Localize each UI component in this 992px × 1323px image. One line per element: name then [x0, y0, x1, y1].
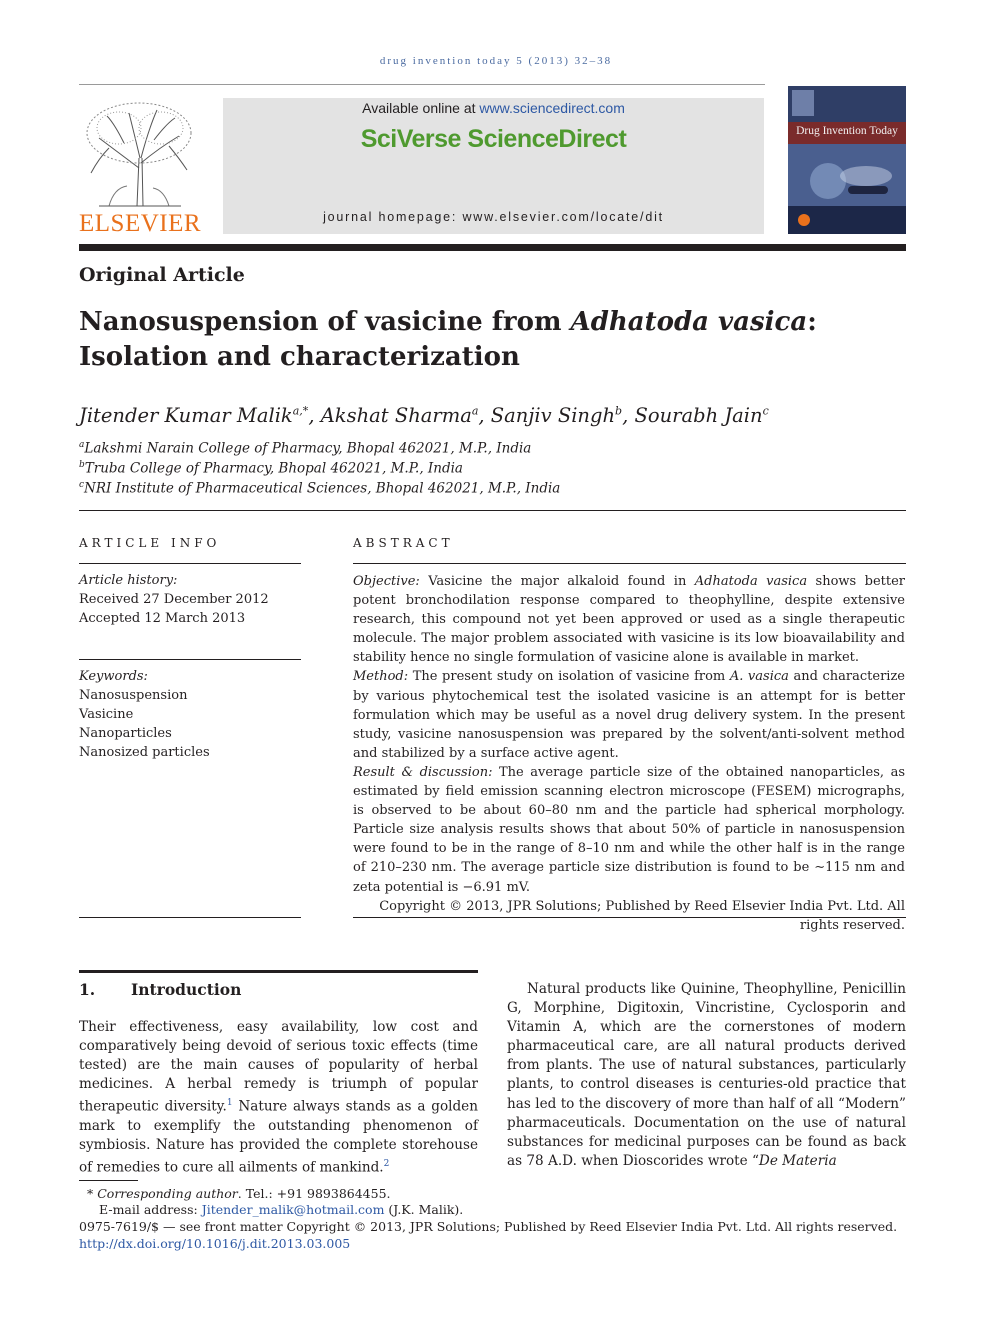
sciencedirect-link[interactable]: www.sciencedirect.com — [479, 100, 625, 116]
footnote-rule — [79, 1180, 138, 1181]
elsevier-logo[interactable] — [79, 98, 201, 240]
reference-link[interactable]: 2 — [383, 1159, 390, 1170]
keyword[interactable]: Nanosized particles — [79, 745, 210, 761]
email-note: E-mail address: Jitender_malik@hotmail.com (J.K. Malik). — [99, 1202, 464, 1217]
keywords-divider — [79, 659, 301, 660]
article-info-heading: ARTICLE INFO — [79, 536, 221, 550]
affiliation: $^a$Lakshmi Narain College of Pharmacy, Bhopal 462021, M.P., India — [79, 440, 532, 457]
abstract-method: Method: The present study on isolation of vasicine from A. vasica and characterize by various phytochemical test the isolated vasicine is an attempt for is better formulation which may be useful as a novel drug delivery system. In the present study, vasicine nanosuspension was prepared by the solvent/anti-solvent method and stabilized by a surface active agent. — [353, 669, 905, 761]
author-affiliation-marker[interactable]: b — [615, 404, 623, 418]
cover-title: Drug Invention Today — [796, 125, 898, 137]
author-name[interactable]: Sanjiv Singh — [490, 404, 616, 427]
header-thick-rule — [79, 244, 906, 251]
author-affiliation-marker[interactable]: c — [762, 404, 769, 418]
author-name[interactable]: Jitender Kumar Malik — [79, 404, 293, 427]
abstract-objective: Objective: Vasicine the major alkaloid found in Adhatoda vasica shows better potent bronchodilation response compared to theophylline, despite extensive research, this compound not yet been approved or used as a single therapeutic molecule. The major problem associated with vasicine is its low bioavailability and stability hence no single formulation of vasicine alone is available in market. — [353, 574, 905, 666]
journal-cover-art — [788, 86, 906, 234]
keyword[interactable]: Nanosuspension — [79, 688, 188, 704]
abstract-body — [353, 572, 905, 935]
author-name[interactable]: Akshat Sharma — [320, 404, 472, 427]
author-name[interactable]: Sourabh Jain — [634, 404, 763, 427]
top-divider — [79, 84, 765, 85]
journal-banner — [223, 98, 764, 234]
abstract-copyright: Copyright © 2013, JPR Solutions; Published by Reed Elsevier India Pvt. Ltd. All rights reserved. — [379, 898, 905, 933]
author-affiliation-marker[interactable]: a — [471, 404, 479, 418]
doi-link[interactable]: http://dx.doi.org/10.1016/j.dit.2013.03.005 — [79, 1236, 351, 1251]
abstract-heading: ABSTRACT — [353, 536, 454, 550]
article-history: Article history: Received 27 December 2012 Accepted 12 March 2013 — [79, 571, 301, 628]
abstract-result: Result & discussion: The average particle size of the obtained nanoparticles, as estimated by field emission scanning electron microscope (FESEM) micrographs, is observed to be about 60–80 nm and the particle had spherical morphology. Particle size analysis results shows that about 50% of particle in nanosuspension were found to be in the range of 8–10 nm and while the other half is in the range of 210–230 nm. The average particle size distribution is found to be ∼115 nm and zeta potential is −6.91 mV. — [353, 764, 906, 895]
author-list: Jitender Kumar Malik$^{a,*}$, Akshat Sharma$^a$, Sanjiv Singh$^b$, Sourabh Jain$^c$ — [79, 404, 769, 427]
author-email-link[interactable]: Jitender_malik@hotmail.com — [201, 1202, 385, 1217]
abstract-bottom-rule — [353, 917, 906, 918]
journal-cover-image[interactable] — [788, 86, 906, 234]
section-heading-introduction: 1. Introduction — [79, 980, 242, 999]
article-info-bottom-rule — [79, 917, 301, 918]
article-info-divider — [79, 563, 301, 564]
affiliation-divider — [79, 510, 906, 511]
keyword[interactable]: Nanoparticles — [79, 726, 172, 742]
keyword[interactable]: Vasicine — [79, 707, 134, 723]
author-affiliation-marker[interactable]: a,* — [292, 404, 309, 418]
issn-copyright-line: 0975-7619/$ — see front matter Copyright © 2013, JPR Solutions; Published by Reed Elsevier India Pvt. Ltd. All rights reserved. — [79, 1219, 898, 1234]
article-type: Original Article — [79, 264, 245, 286]
available-online-text: Available online at www.sciencedirect.com — [362, 100, 625, 116]
corresponding-author-note: * Corresponding author. Tel.: +91 9893864455. — [87, 1186, 391, 1201]
keywords: Keywords: Nanosuspension Vasicine Nanoparticles Nanosized particles — [79, 667, 301, 762]
article-title: Nanosuspension of vasicine from Adhatoda vasica: Isolation and characterization — [79, 307, 817, 372]
journal-homepage[interactable]: journal homepage: www.elsevier.com/locate/dit — [323, 210, 664, 224]
introduction-rule — [79, 970, 478, 973]
abstract-divider — [353, 563, 906, 564]
elsevier-wordmark: ELSEVIER — [79, 210, 202, 237]
elsevier-tree-icon — [79, 98, 201, 208]
reference-link[interactable]: 1 — [226, 1098, 233, 1109]
affiliation: $^c$NRI Institute of Pharmaceutical Sciences, Bhopal 462021, M.P., India — [79, 480, 561, 497]
journal-running-header: drug invention today 5 (2013) 32–38 — [379, 55, 613, 67]
intro-right-paragraph: Natural products like Quinine, Theophylline, Penicillin G, Morphine, Digitoxin, Vincristine, Cyclosporin and Vitamin A, which are the cornerstones of modern pharmaceutical care, are all natural products derived from plants. The use of natural substances, particularly plants, to control diseases is centuries-old practice that has led to the discovery of more than half of all “Modern” pharmaceuticals. Documentation on the use of natural substances for medicinal purposes can be found as back as 78 A.D. when Dioscorides wrote “De Materia — [507, 981, 906, 1169]
received-date: Received 27 December 2012 — [79, 592, 269, 608]
affiliation: $^b$Truba College of Pharmacy, Bhopal 462021, M.P., India — [79, 460, 463, 477]
intro-left-paragraph: Their effectiveness, easy availability, low cost and comparatively being devoid of serious toxic effects (time tested) are the main causes of popularity of herbal medicines. A herbal remedy is triumph of popular therapeutic diversity.$^1$ Nature always stands as a golden mark to exemplify the outstanding phenomenon of symbiosis. Nature has provided the complete storehouse of remedies to cure all ailments of mankind.$^2$ — [79, 1019, 478, 1176]
accepted-date: Accepted 12 March 2013 — [79, 611, 246, 627]
sciverse-sciencedirect-logo[interactable]: SciVerse ScienceDirect — [360, 125, 627, 153]
